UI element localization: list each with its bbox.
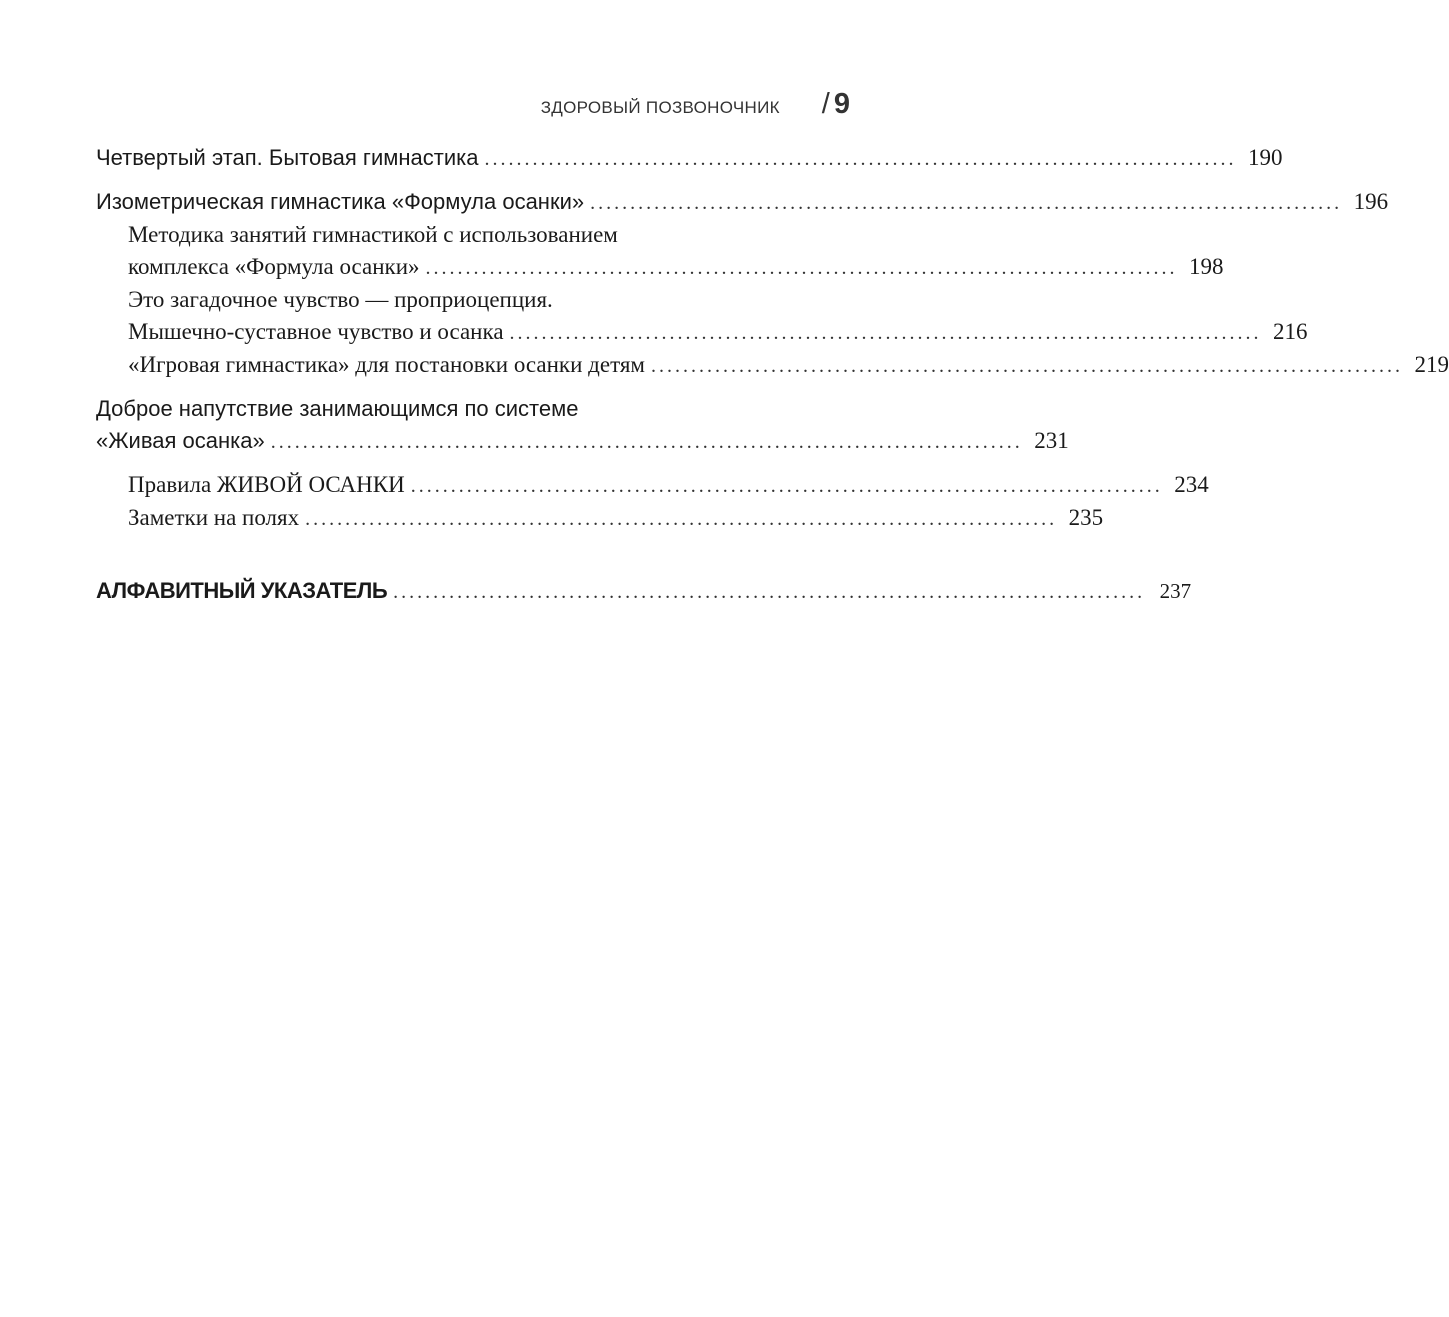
dot-leader: ..............................................................................................: [305, 508, 1058, 530]
page-header: [541, 88, 850, 121]
toc-entry-line: [128, 469, 1209, 502]
toc-entry-line: [96, 575, 1192, 608]
dot-leader: ..............................................................................................: [509, 322, 1262, 344]
dot-leader: ..............................................................................................: [393, 581, 1146, 603]
toc-entry-line: [128, 349, 1449, 382]
toc-entry-page: 198: [1189, 254, 1224, 279]
dot-leader: ..............................................................................................: [425, 257, 1178, 279]
toc-entry-title: Четвертый этап. Бытовая гимнастика: [96, 145, 479, 170]
toc-entry-line: [128, 502, 1104, 535]
toc-entry-page: 235: [1068, 505, 1104, 530]
toc-entry-title: Правила ЖИВОЙ ОСАНКИ: [128, 472, 405, 497]
toc-entry-everyday-gymnastics[interactable]: [96, 142, 1283, 175]
toc-entry-line: [128, 284, 848, 316]
toc-entry-page: 196: [1353, 189, 1389, 214]
toc-entry-line: [128, 251, 1224, 284]
toc-entry-line: [96, 393, 848, 425]
toc-entry-line: [96, 142, 1283, 175]
toc-entry-methodology[interactable]: [96, 219, 1224, 284]
page-number-value: 9: [833, 88, 850, 120]
toc-entry-game-gymnastics[interactable]: [96, 349, 1449, 382]
dot-leader: ..............................................................................................: [410, 475, 1163, 497]
toc-entry-alphabetical-index[interactable]: [96, 575, 1192, 608]
table-of-contents: [96, 142, 1449, 608]
toc-entry-line: [96, 425, 1069, 458]
dot-leader: ..............................................................................................: [650, 355, 1403, 377]
dot-leader: ..............................................................................................: [484, 148, 1237, 170]
toc-entry-title-continued: комплекса «Формула осанки»: [128, 254, 420, 279]
toc-entry-parting-words[interactable]: [96, 393, 1069, 458]
toc-entry-title-continued: «Живая осанка»: [96, 428, 265, 453]
toc-entry-line: [96, 186, 1389, 219]
dot-leader: ..............................................................................................: [270, 431, 1023, 453]
toc-entry-title: «Игровая гимнастика» для постановки осанки детям: [128, 352, 645, 377]
dot-leader: ..............................................................................................: [590, 192, 1343, 214]
toc-entry-title-continued: Мышечно-суставное чувство и осанка: [128, 319, 504, 344]
toc-entry-page: 216: [1273, 319, 1308, 344]
toc-entry-title: Доброе напутствие занимающимся по системе: [96, 396, 579, 421]
toc-entry-margin-notes[interactable]: [96, 502, 1104, 535]
toc-entry-page: 234: [1174, 472, 1209, 497]
toc-entry-proprioception[interactable]: [96, 284, 1308, 349]
toc-entry-page: 190: [1247, 145, 1283, 170]
toc-entry-line: [128, 219, 848, 251]
toc-entry-title: Заметки на полях: [128, 505, 300, 530]
page-number: [822, 88, 850, 121]
toc-entry-page: 219: [1414, 352, 1449, 377]
toc-entry-title: Изометрическая гимнастика «Формула осанки»: [96, 189, 585, 214]
toc-entry-title: Методика занятий гимнастикой с использованием: [128, 222, 618, 247]
toc-entry-page: 237: [1159, 579, 1192, 603]
page-number-slash: /: [821, 88, 830, 120]
toc-entry-page: 231: [1034, 428, 1069, 453]
toc-entry-rules[interactable]: [96, 469, 1209, 502]
toc-entry-title: АЛФАВИТНЫЙ УКАЗАТЕЛЬ: [96, 578, 388, 603]
running-title: ЗДОРОВЫЙ ПОЗВОНОЧНИК: [540, 98, 780, 117]
toc-entry-isometric-gymnastics[interactable]: [96, 186, 1389, 219]
toc-entry-line: [128, 316, 1308, 349]
toc-entry-title: Это загадочное чувство — проприоцепция.: [128, 287, 553, 312]
